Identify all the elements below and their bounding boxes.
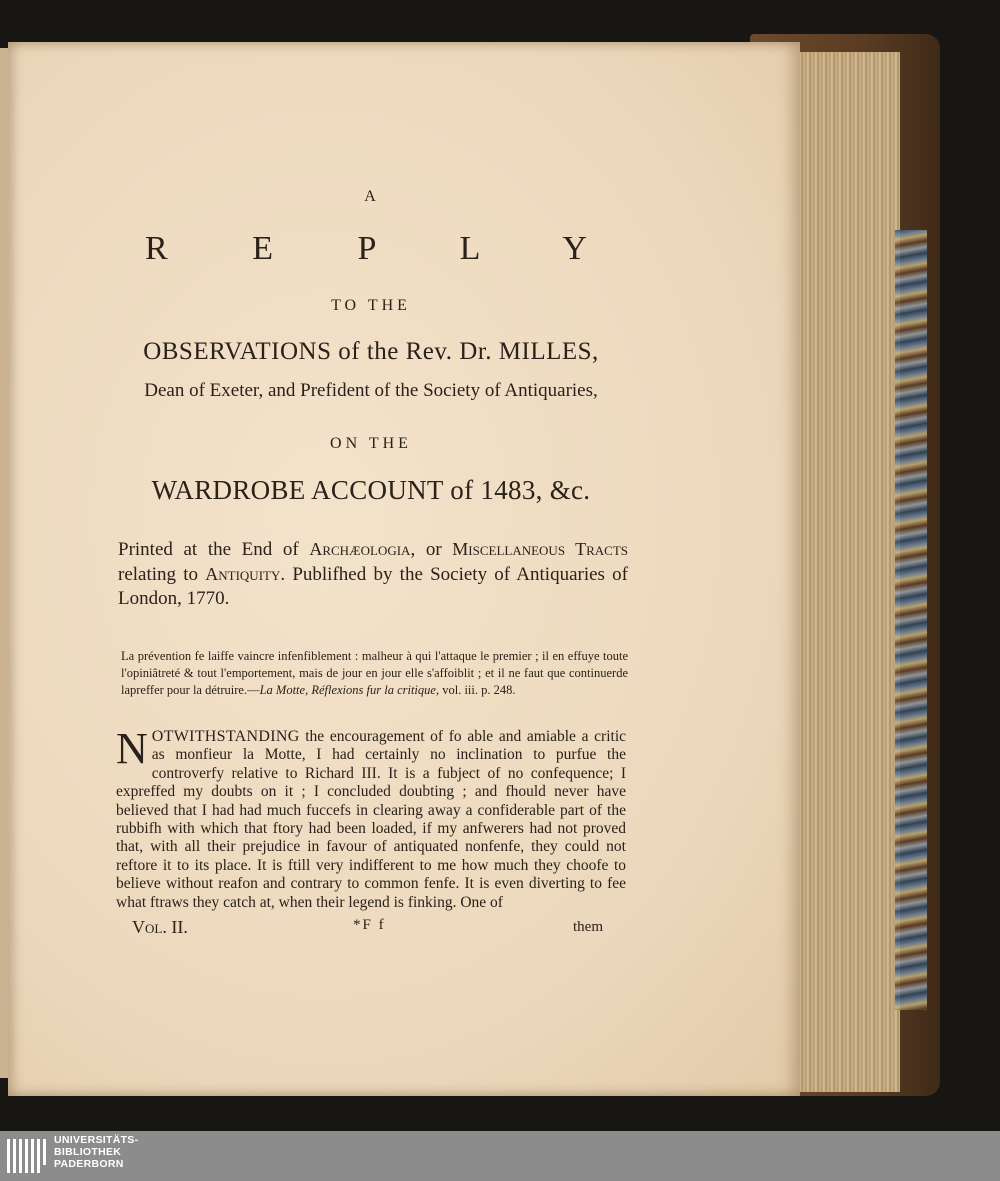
epigraph-reference: vol. iii. p. 248. [439,683,516,697]
signature-mark: *F f [353,917,386,933]
publication-misc-tracts: Miscellaneous Tracts [452,539,628,559]
drop-cap: N [116,724,148,773]
book-page [8,42,800,1096]
publication-note [118,537,628,611]
epigraph-text: La prévention fe laiffe vaincre infenfiblement : malheur à qui l'attaque le premier ; il en effuye toute l'opiniâtreté & tout l'emportement, mais de jour en jour elle s'affoiblit ; et il ne faut que continuerde lapreffer pour la détruire.— [121,649,628,697]
library-name [54,1134,138,1170]
publication-text: . Publifhed by the Society of Antiquaries of London, 1770. [118,564,629,609]
catchword: them [573,919,603,935]
library-name-line1: UNIVERSITÄTS- [54,1134,139,1146]
title-reply: R E P L Y [145,230,625,267]
paragraph-text: the encouragement of fo able and amiable a critic as monfieur la Motte, I had certainly no inclination to purfue the controverfy relative to Richard III. It is a fubject of no confequence; I expreffed my doubts on it ; I concluded doubting ; and fhould never have believed that I had had much fuccefs in clearing away a confiderable part of the rubbifh with which that ftory had been loaded, if my anfwerers had not proved that, with all their prejudice in favour of antiquated nonfenfe, they could not reftore it to its place. It is ftill very indifferent to me how much they choofe to believe without reafon and contrary to common fenfe. It is even diverting to fee what ftraws they catch at, when their legend is finking. One of [116,728,626,911]
publication-text: relating to [118,564,206,585]
title-observations: OBSERVATIONS of the Rev. Dr. MILLES, [143,338,599,365]
epigraph-source: La Motte, Réflexions fur la critique, [259,683,440,697]
epigraph [121,648,628,699]
university-library-logo-icon [6,1135,48,1177]
title-wardrobe-account: WARDROBE ACCOUNT of 1483, &c. [151,475,591,505]
title-on-the: ON THE [330,435,412,452]
title-article: A [364,188,378,205]
library-name-line2: BIBLIOTHEK [54,1146,122,1158]
title-to-the: TO THE [331,297,411,314]
body-paragraph [116,724,626,912]
publication-text: Printed at the End of [118,539,310,560]
page-fore-edge [796,52,900,1092]
volume-text: Vol. II. [132,917,188,937]
publication-text: , or [410,539,453,560]
library-name-line3: PADERBORN [54,1158,124,1170]
title-dean: Dean of Exeter, and Prefident of the Society of Antiquaries, [144,380,598,401]
publication-antiquity: Antiquity [205,564,281,584]
opening-word: OTWITHSTANDING [151,728,300,745]
marbled-endpaper [895,230,927,1010]
volume-label [132,917,188,938]
publication-archaeologia: Archæologia [309,539,411,559]
library-footer-bar [0,1131,1000,1181]
